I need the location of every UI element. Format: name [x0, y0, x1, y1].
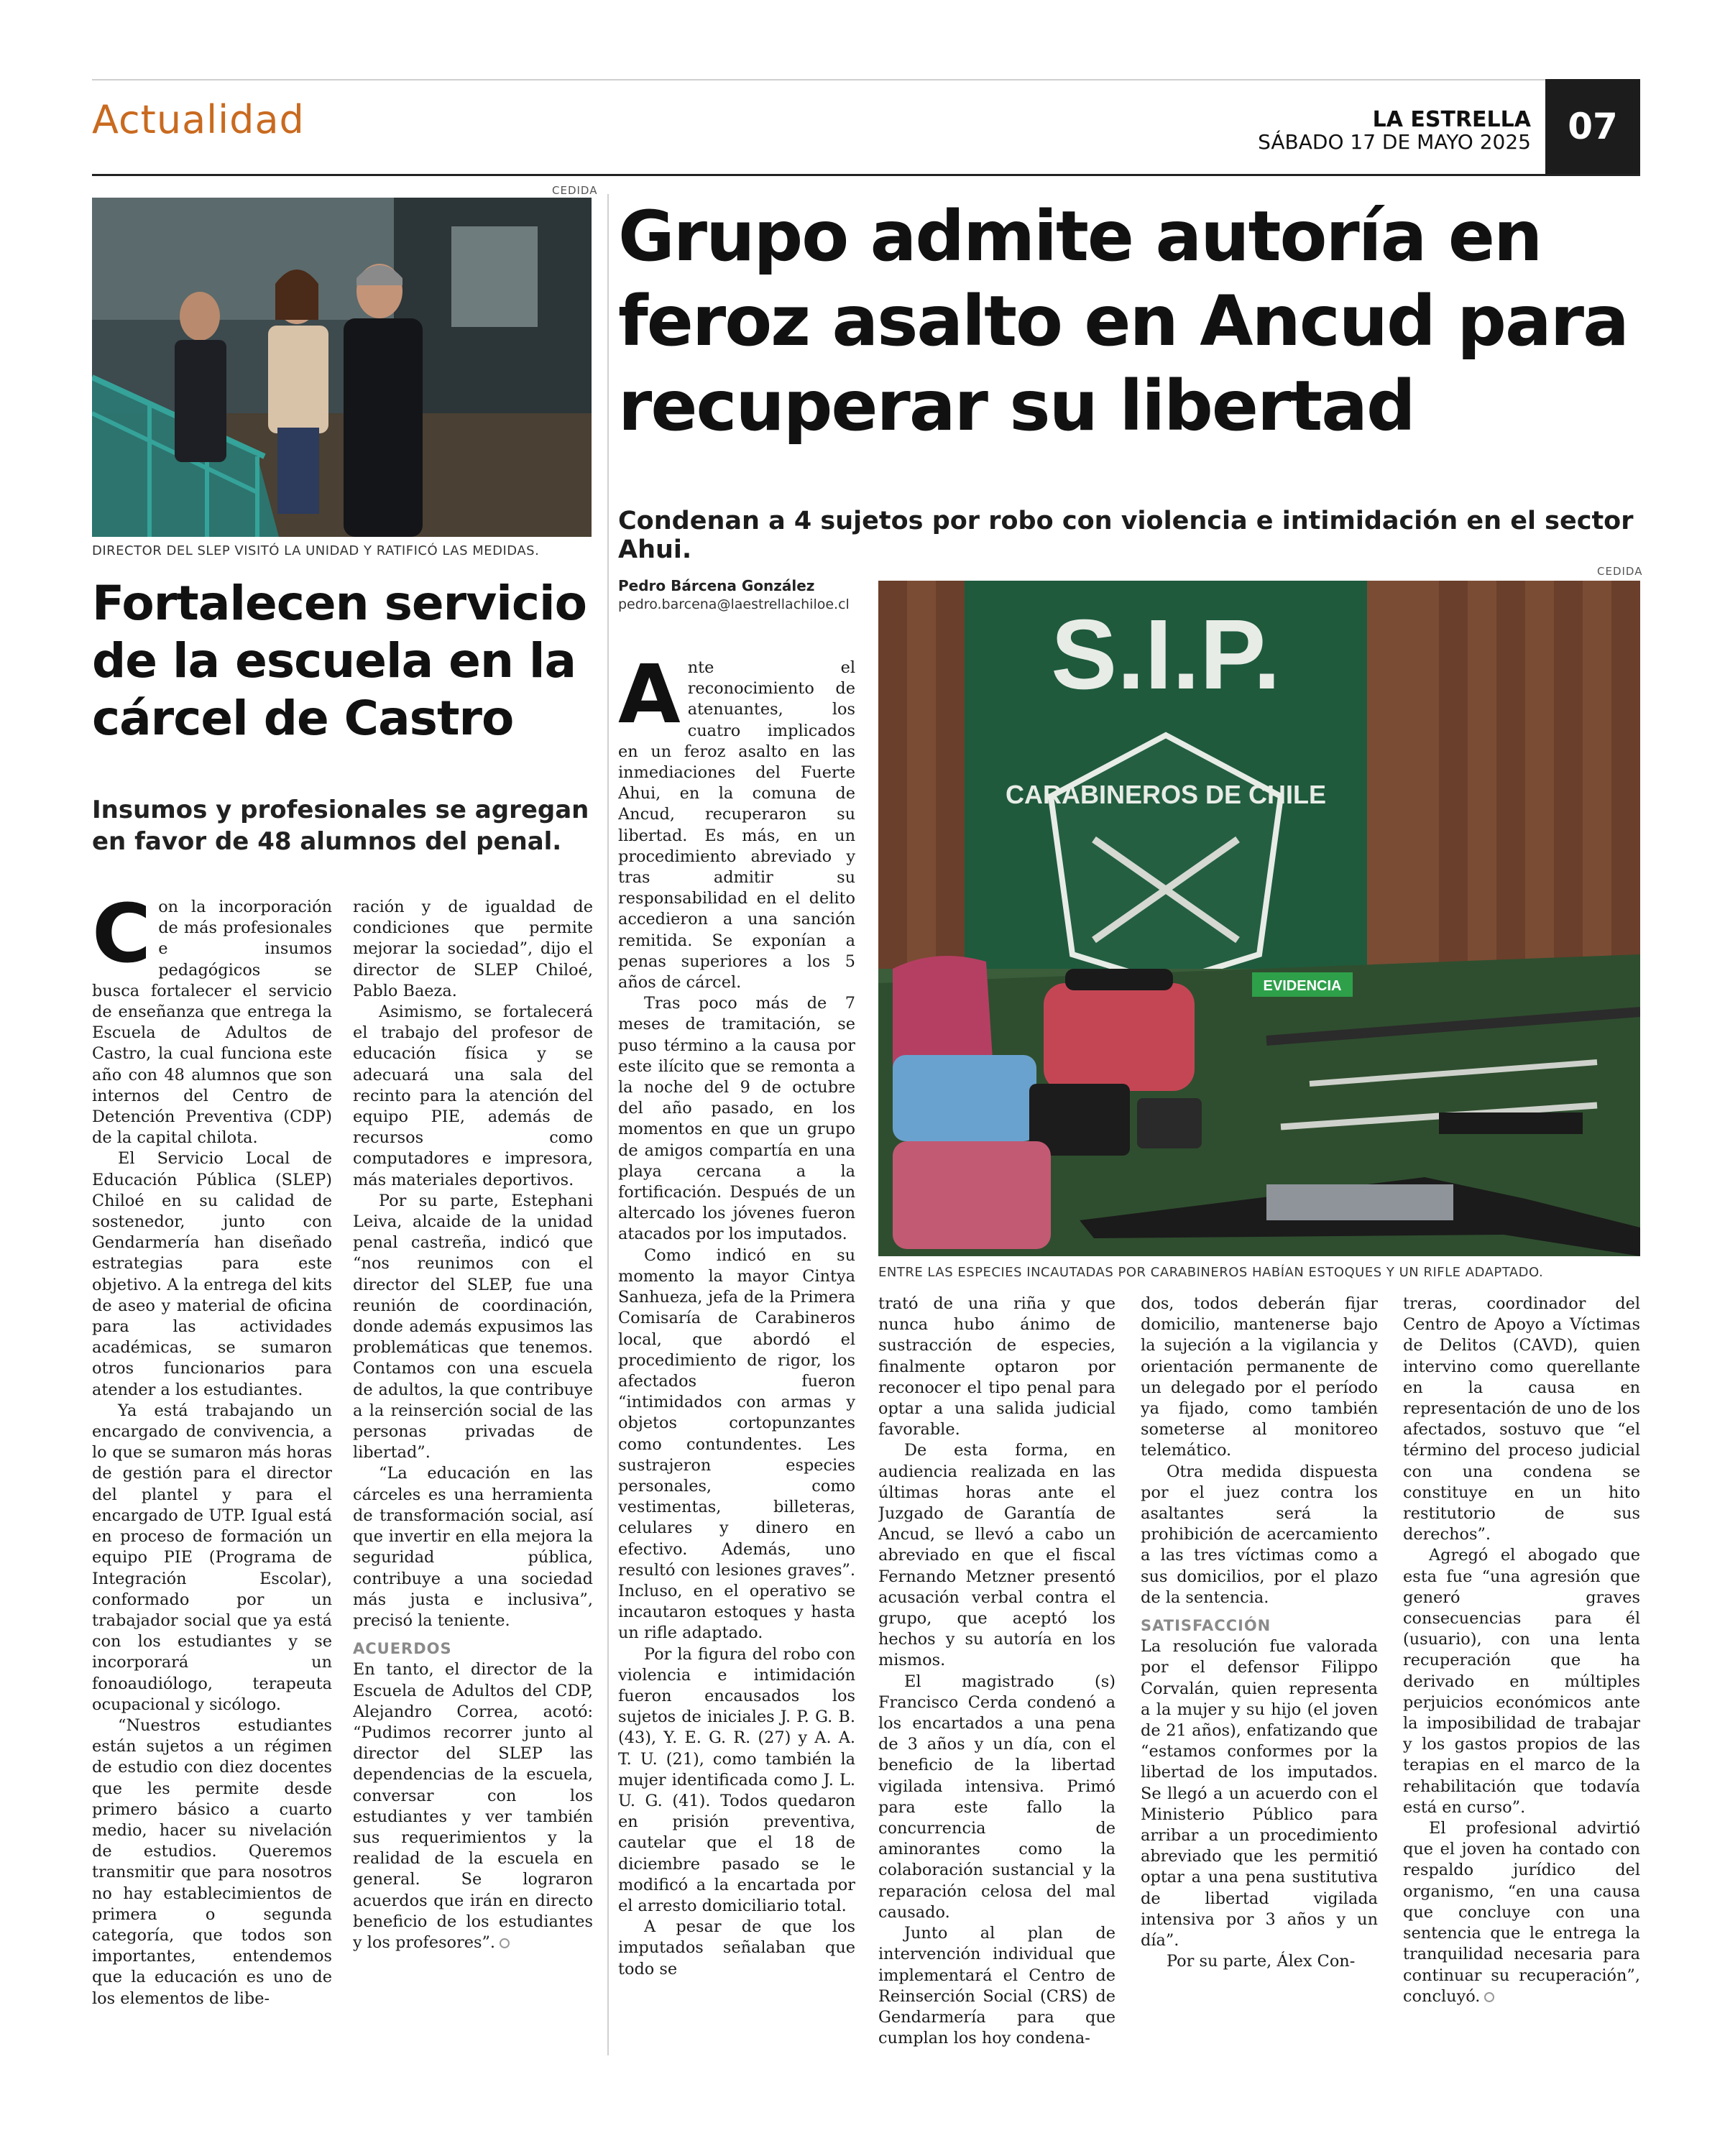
main-story-paragraph: Otra medida dispuesta por el juez contra los asaltantes será la prohibición de acercamiento a las tres víctimas como a sus domicilios, por el plazo de la sentencia.	[1141, 1462, 1378, 1607]
left-story-paragraph: Por su parte, Estephani Leiva, alcaide de la unidad penal castreña, indicó que “nos reunimos con el director del SLEP, fue una reunión de coordinación, donde además expusimos las problemáticas que tenemos. Contamos con una escuela de adultos, la que contribuye a la reinserción social de las personas privadas de libertad”.	[353, 1191, 593, 1462]
main-story-paragraph: Por su parte, Álex Con-	[1167, 1952, 1356, 1971]
main-story-column-2	[878, 1294, 1116, 2052]
left-story-paragraph: Con la incorporación de más profesionales e insumos pedagógicos se busca fortalecer el servicio de enseñanza que entrega la Escuela de Adultos de Castro, la cual funciona este año con 48 alumnos que son internos del Centro de Detención Preventiva (CDP) de la capital chilota.	[92, 897, 332, 1148]
evidence-tag-text: EVIDENCIA	[1263, 978, 1342, 994]
main-story-paragraph: Como indicó en su momento la mayor Cintya Sanhueza, jefa de la Primera Comisaría de Carabineros local, que abordó el procedimiento de rigor, los afectados fueron “intimidados con armas y objetos cortopunzantes como contundentes. Les sustrajeron especies personales, como vestimentas, billeteras, celulares y dinero en efectivo. Además, uno resultó con lesiones graves”. Incluso, en el operativo se incautaron estoques y hasta un rifle adaptado.	[618, 1245, 855, 1643]
left-story-photo	[92, 198, 592, 537]
sign-sip-text: S.I.P.	[1051, 599, 1281, 710]
main-story-paragraph: Ante el reconocimiento de atenuantes, los cuatro implicados en un feroz asalto en las inmediaciones del Fuerte Ahui, en la comuna de Ancud, recuperaron su libertad. Es más, en un procedimiento abreviado y tras admitir su responsabilidad en el delito accedieron a una sanción remitida. Se exponían a penas superiores a los 5 años de cárcel.	[618, 658, 855, 992]
header-rule	[92, 174, 1640, 176]
page-number: 07	[1545, 79, 1640, 174]
main-story-paragraph: dos, todos deberán fijar domicilio, mantenerse bajo la sujeción a la vigilancia y orientación permanente de un delegado por el período ya fijado, como también someterse al monitoreo telemático.	[1141, 1294, 1378, 1460]
main-story-paragraph: Por la figura del robo con violencia e intimidación fueron encausados los sujetos de iniciales J. P. G. B. (43), Y. E. G. R. (27) y A. A. T. U. (21), como también la mujer identificada como J. L. U. G. (41). Todos quedaron en prisión preventiva, cautelar que el 18 de diciembre pasado se le modificó a la encartada por el arresto domiciliario total.	[618, 1644, 855, 1915]
main-story-paragraph: trató de una riña y que nunca hubo ánimo de sustracción de especies, finalmente optaron por reconocer el tipo penal para optar a una salida judicial favorable.	[878, 1294, 1116, 1439]
main-story-paragraph: La resolución fue valorada por el defensor Filippo Corvalán, quien representa a la mujer y su hijo (el joven de 21 años), enfatizando que “estamos conformes por la libertad de los imputados. Se llegó a un acuerdo con el Ministerio Público para arribar a un procedimiento abreviado que les permitió optar a una pena sustitutiva de libertad vigilada intensiva por 3 años y un día”.	[1141, 1637, 1378, 1950]
main-story-photo	[878, 581, 1640, 1256]
left-subheadline: Insumos y profesionales se agregan en favor de 48 alumnos del penal.	[92, 796, 589, 856]
main-story-paragraph: El profesional advirtió que el joven ha contado con respaldo jurídico del organismo, “en una causa que concluye con una sentencia que le entrega la tranquilidad necesaria para continuar su recuperación”, concluyó.	[1403, 1819, 1640, 2006]
paper-name: LA ESTRELLA	[1372, 107, 1531, 132]
main-story-subhead: SATISFACCIÓN	[1141, 1617, 1271, 1635]
main-headline: Grupo admite autoría en feroz asalto en Ancud para recuperar su libertad	[618, 196, 1628, 446]
left-story-paragraph: ración y de igualdad de condiciones que permite mejorar la sociedad”, dijo el director de SLEP Chiloé, Pablo Baeza.	[353, 898, 593, 1000]
main-subheadline: Condenan a 4 sujetos por robo con violencia e intimidación en el sector Ahui.	[618, 507, 1634, 564]
left-photo-caption: DIRECTOR DEL SLEP VISITÓ LA UNIDAD Y RATIFICÓ LAS MEDIDAS.	[92, 543, 540, 558]
main-story-paragraph: A pesar de que los imputados señalaban que todo se	[618, 1917, 855, 1978]
main-story-paragraph: El magistrado (s) Francisco Cerda condenó a los encartados a una pena de 3 años y un día, con el beneficio de la libertad vigilada intensiva. Primó para este fallo la concurrencia de aminorantes como la colaboración sustancial y la reparación celosa del mal causado.	[878, 1672, 1116, 1922]
byline-name: Pedro Bárcena González	[618, 577, 815, 594]
left-story-paragraph: El Servicio Local de Educación Pública (SLEP) Chiloé en su calidad de sostenedor, junto con Gendarmería han diseñado estrategias para este objetivo. A la entrega del kits de aseo y material de oficina para las actividades académicas, se sumaron otros funcionarios para atender a los estudiantes.	[92, 1149, 332, 1399]
main-story-column-3	[1141, 1294, 1378, 2052]
left-headline: Fortalecen servicio de la escuela en la cárcel de Castro	[92, 576, 586, 746]
end-mark-icon	[1484, 1992, 1494, 2002]
issue-date: SÁBADO 17 DE MAYO 2025	[1258, 130, 1531, 154]
top-rule	[92, 79, 1640, 80]
end-mark-icon	[500, 1938, 510, 1948]
left-photo-credit: CEDIDA	[552, 184, 598, 197]
school-visit-image	[92, 198, 592, 537]
main-photo-caption: ENTRE LAS ESPECIES INCAUTADAS POR CARABINEROS HABÍAN ESTOQUES Y UN RIFLE ADAPTADO.	[878, 1265, 1544, 1280]
main-story-paragraph: De esta forma, en audiencia realizada en las últimas horas ante el Juzgado de Garantía de Ancud, se llevó a cabo un abreviado en que el fiscal Fernando Metzner presentó acusación verbal contra el grupo, que aceptó los hechos y su autoría en los mismos.	[878, 1441, 1116, 1670]
column-divider	[607, 194, 609, 2055]
main-story-column-1	[618, 658, 855, 2052]
left-story-paragraph: Ya está trabajando un encargado de convivencia, a lo que se sumaron más horas de gestión para el director del plantel y para el encargado de UTP. Igual está en proceso de formación un equipo PIE (Programa de Integración Escolar), conformado por un trabajador social que ya está con los estudiantes y se incorporará un fonoaudiólogo, terapeuta ocupacional y sicólogo.	[92, 1401, 332, 1714]
seized-items-image	[878, 581, 1640, 1256]
main-photo-credit: CEDIDA	[1597, 565, 1643, 578]
left-story-paragraph: Asimismo, se fortalecerá el trabajo del profesor de educación física y se adecuará una sala del recinto para la atención del equipo PIE, además de recursos como computadores e impresora, más materiales deportivos.	[353, 1003, 593, 1189]
left-story-column-1	[92, 897, 332, 2018]
masthead	[1258, 108, 1531, 154]
left-story-paragraph: “La educación en las cárceles es una herramienta de transformación social, así que invertir en ella mejora la seguridad pública, contribuye a una sociedad más justa e inclusiva”, precisó la teniente.	[353, 1464, 593, 1630]
left-story-paragraph: En tanto, el director de la Escuela de Adultos del CDP, Alejandro Correa, acotó: “Pudimos recorrer junto al director del SLEP las dependencias de la escuela, conversar con los estudiantes y ver también sus requerimientos y la realidad de la escuela en general. Se lograron acuerdos que irán en directo beneficio de los estudiantes y los profesores”.	[353, 1660, 593, 1952]
left-story-paragraph: “Nuestros estudiantes están sujetos a un régimen de estudio con diez docentes que les permite desde primero básico a cuarto medio, hacer su nivelación de estudios. Queremos transmitir que para nosotros no hay establecimientos de primera o segunda categoría, que todos son importantes, entendemos que la educación es uno de los elementos de libe-	[92, 1715, 332, 2008]
byline-email: pedro.barcena@laestrellachiloe.cl	[618, 596, 850, 612]
main-story-paragraph: Tras poco más de 7 meses de tramitación, se puso término a la causa por este ilícito que se remonta a la noche del 9 de octubre del año pasado, en los momentos en que un grupo de amigos compartía en una playa cercana a la fortificación. Después de un altercado los jóvenes fueron atacados por los imputados.	[618, 994, 855, 1244]
main-story-paragraph: treras, coordinador del Centro de Apoyo a Víctimas de Delitos (CAVD), quien intervino como querellante en la causa en representación de uno de los afectados, sostuvo que “el término del proceso judicial con una condena se constituye en un hito restitutorio de sus derechos”.	[1403, 1294, 1640, 1544]
left-story-subhead: ACUERDOS	[353, 1640, 452, 1658]
main-story-column-4	[1403, 1294, 1640, 2052]
main-story-paragraph: Agregó el abogado que esta fue “una agresión que generó graves consecuencias para él (usuario), con una lenta recuperación que ha derivado en múltiples perjuicios económicos ante la imposibilidad de trabajar y los gastos propios de las terapias en el marco de la rehabilitación que todavía está en curso”.	[1403, 1546, 1640, 1817]
main-story-paragraph: Junto al plan de intervención individual que implementará el Centro de Reinserción Social (CRS) de Gendarmería para que cumplan los hoy condena-	[878, 1924, 1116, 2048]
left-story-column-2	[353, 897, 593, 2047]
byline	[618, 576, 850, 614]
main-dropcap: A	[618, 658, 681, 742]
sign-badge-text: CARABINEROS DE CHILE	[1005, 780, 1327, 809]
section-label: Actualidad	[92, 97, 305, 142]
left-dropcap: C	[92, 897, 152, 981]
